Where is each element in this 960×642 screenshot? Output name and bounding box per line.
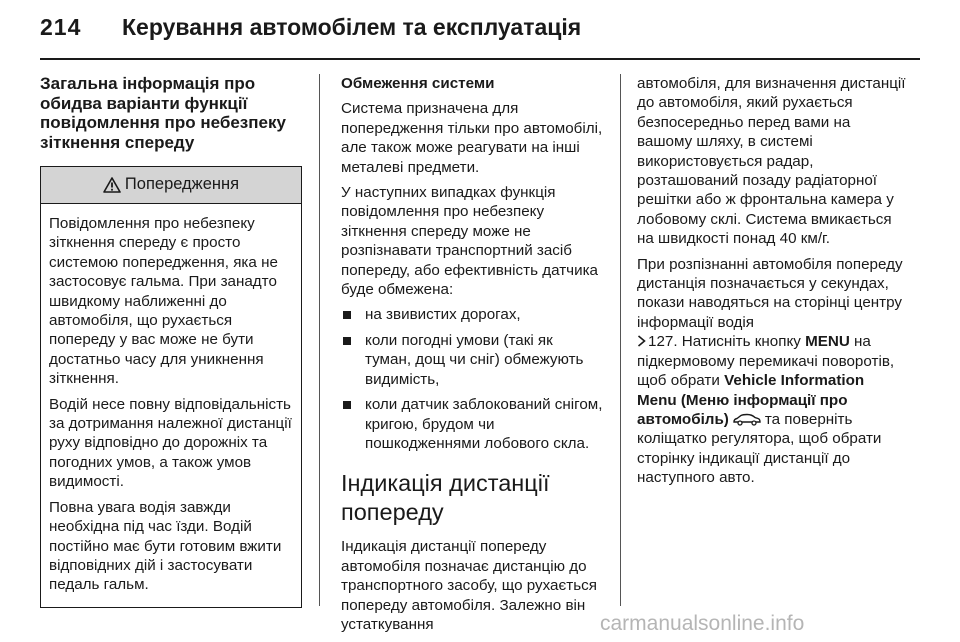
list-item: коли погодні умови (такі як туман, дощ чи сніг) обмежують видимість, [341, 331, 603, 389]
page-header [40, 14, 920, 48]
chapter-title: Керування автомобілем та експлуатація [122, 14, 582, 40]
menu-item-name: Vehicle Information Menu (Меню інформації про автомобіль) [637, 372, 865, 428]
warning-paragraph: Повідомлення про небезпеку зіткнення спереду є просто системою попередження, яка не застосовує гальма. При занадто швидкому наближенні до автомобіля, що рухається попереду у вас може не бути достатньо часу для уникнення зіткнення. [49, 215, 278, 388]
column-2 [341, 74, 603, 640]
section-title: Індикація дистанції попереду [341, 470, 550, 526]
text-segment: на підкермовому перемикачі поворотів, щоб обрати [637, 333, 895, 390]
page-reference-arrow-icon [637, 335, 646, 347]
warning-header [41, 167, 301, 204]
warning-paragraph: Повна увага водія завжди необхідна під час їзди. Водій постійно має бути готовим вжити відповідних дій і застосувати педаль гальм. [49, 498, 282, 594]
column-1 [40, 74, 302, 608]
header-rule [40, 58, 920, 60]
page-number: 214 [40, 14, 82, 40]
vehicle-info-car-icon [732, 412, 762, 426]
column-3 [637, 74, 907, 494]
body-paragraph: У наступних випадках функція повідомлення про небезпеку зіткнення спереду може не розпізнавати транспортний засіб попереду, або ефективність датчика буде обмежена: [341, 184, 598, 299]
text-segment: При розпізнанні автомобіля попереду дистанція позначається у секундах, покази наводяться на сторінці центру інформації водія [637, 255, 903, 331]
menu-button-name: MENU [805, 333, 850, 351]
warning-paragraph: Водій несе повну відповідальність за дотримання належної дистанції руху відповідно до дорожніх та погодних умов, а також умов видимості. [49, 395, 292, 491]
list-item: на звивистих дорогах, [341, 305, 603, 324]
bullet-list [341, 305, 603, 453]
section-heading: Загальна інформація про обидва варіанти функції повідомлення про небезпеку зіткнення спереду [40, 74, 286, 152]
warning-triangle-icon [103, 177, 121, 193]
page-reference[interactable]: 127 [648, 333, 674, 351]
body-paragraph [637, 255, 907, 488]
warning-body [41, 204, 301, 607]
text-segment: та поверніть коліщатко регулятора, щоб обрати сторінку індикації дистанції до наступного авто. [637, 410, 882, 487]
warning-box [40, 166, 302, 608]
subheading: Обмеження системи [341, 75, 495, 92]
body-paragraph: автомобіля, для визначення дистанції до автомобіля, який рухається безпосередньо перед вами на вашому шляху, в системі використовується радар, розташований позаду радіаторної решітки або ж фронтальна камера у лобовому склі. Система вмикається на швидкості понад 40 км/г. [637, 75, 906, 248]
column-divider [319, 74, 320, 606]
warning-label: Попередження [124, 175, 240, 194]
body-paragraph: Система призначена для попередження тільки про автомобілі, але також може реагувати на інші металеві предмети. [341, 100, 603, 176]
text-segment: . Натисніть кнопку [673, 333, 801, 351]
list-item: коли датчик заблокований снігом, кригою, брудом чи пошкодженнями лобового скла. [341, 395, 603, 453]
body-paragraph: Індикація дистанції попереду автомобіля позначає дистанцію до транспортного засобу, що рухається попереду автомобіля. Залежно він устаткування [341, 538, 597, 633]
watermark: carmanualsonline.info [600, 612, 805, 635]
column-divider [620, 74, 621, 606]
